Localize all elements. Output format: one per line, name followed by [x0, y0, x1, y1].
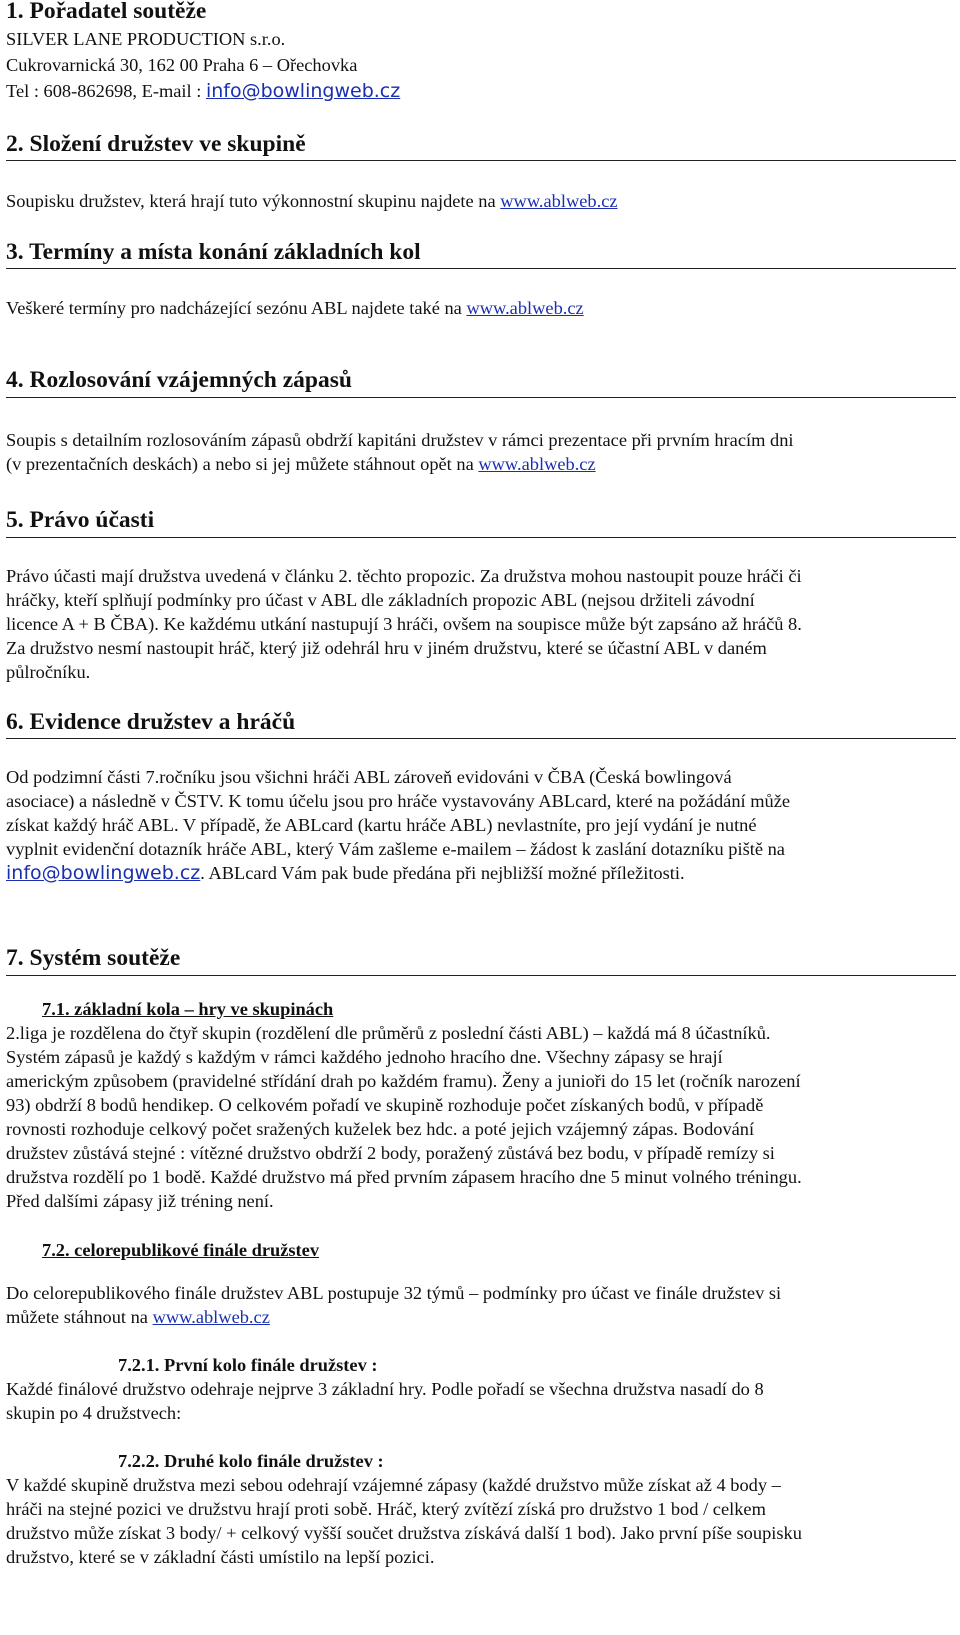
ablweb-link[interactable]: www.ablweb.cz	[152, 1307, 270, 1327]
subsection-7-2-1-heading: 7.2.1. První kolo finále družstev :	[118, 1355, 378, 1375]
email-link[interactable]: info@bowlingweb.cz	[6, 862, 201, 884]
section-7-2-2-line: družstvo, které se v základní části umístilo na lepší pozici.	[6, 1547, 435, 1567]
subsection-7-1-heading: 7.1. základní kola – hry ve skupinách	[42, 999, 334, 1019]
section-3-text-body: Veškeré termíny pro nadcházející sezónu ABL najdete také na	[6, 298, 467, 318]
section-7-1-line: 93) obdrží 8 bodů hendikep. O celkovém pořadí ve skupině rozhoduje počet získaných bodů, v případě	[6, 1095, 764, 1115]
contact-prefix: Tel : 608-862698, E-mail :	[6, 81, 206, 101]
section-7-1-line: Systém zápasů je každý s každým v rámci každého jednoho hracího dne. Všechny zápasy se hrají	[6, 1047, 723, 1067]
subsection-7-2-heading: 7.2. celorepublikové finále družstev	[42, 1240, 320, 1260]
section-3-rule	[6, 268, 956, 269]
section-7-2-line-2-body: můžete stáhnout na	[6, 1307, 153, 1327]
section-5-line: licence A + B ČBA). Ke každému utkání nastupují 3 hráči, ovšem na soupisce může být zapsáno až hráčů 8.	[6, 614, 802, 634]
section-7-rule	[6, 975, 956, 976]
section-2-heading: 2. Složení družstev ve skupině	[6, 131, 306, 157]
section-4-heading: 4. Rozlosování vzájemných zápasů	[6, 367, 352, 393]
section-4-rule	[6, 397, 956, 398]
section-4-line-1: Soupis s detailním rozlosováním zápasů obdrží kapitáni družstev v rámci prezentace při prvním hracím dni	[6, 430, 794, 450]
organizer-company: SILVER LANE PRODUCTION s.r.o.	[6, 29, 286, 49]
section-5-line: Za družstvo nesmí nastoupit hráč, který již odehrál hru v jiném družstvu, které se účastní ABL v daném	[6, 638, 767, 658]
subsection-7-2-2-heading: 7.2.2. Druhé kolo finále družstev :	[118, 1451, 384, 1471]
section-7-heading: 7. Systém soutěže	[6, 945, 181, 971]
section-5-line: Právo účasti mají družstva uvedená v článku 2. těchto propozic. Za družstva mohou nastoupit pouze hráči či	[6, 566, 802, 586]
section-5-line: půlročníku.	[6, 662, 91, 682]
section-3-heading: 3. Termíny a místa konání základních kol	[6, 239, 421, 265]
section-7-1-line: družstev zůstává stejné : vítězné družstvo obdrží 2 body, poražený zůstává bez bodu, v případě remízy si	[6, 1143, 775, 1163]
section-4-line-2	[6, 453, 596, 475]
section-6-rule	[6, 738, 956, 739]
section-4-line-2-body: (v prezentačních deskách) a nebo si jej můžete stáhnout opět na	[6, 454, 479, 474]
section-7-1-line: 2.liga je rozdělena do čtyř skupin (rozdělení dle průměrů z poslední části ABL) – každá má 8 účastníků.	[6, 1023, 771, 1043]
section-5-rule	[6, 537, 956, 538]
section-7-2-line-1: Do celorepublikového finále družstev ABL postupuje 32 týmů – podmínky pro účast ve finále družstev si	[6, 1283, 782, 1303]
ablweb-link[interactable]: www.ablweb.cz	[466, 298, 584, 318]
section-2-rule	[6, 160, 956, 161]
section-7-2-2-line: hráči na stejné pozici ve družstvu hrají proti sobě. Hráč, který zvítězí získá pro družstvo 1 bod / celkem	[6, 1499, 766, 1519]
ablweb-link[interactable]: www.ablweb.cz	[478, 454, 596, 474]
section-6-line-last	[6, 862, 685, 884]
ablweb-link[interactable]: www.ablweb.cz	[500, 191, 618, 211]
section-7-2-2-line: V každé skupině družstva mezi sebou odehrají vzájemné zápasy (každé družstvo může získat až 4 body –	[6, 1475, 781, 1495]
section-1-heading: 1. Pořadatel soutěže	[6, 0, 207, 24]
section-7-2-line-2	[6, 1306, 270, 1328]
section-3-text	[6, 297, 584, 319]
section-7-1-line: Před dalšími zápasy již tréning není.	[6, 1191, 274, 1211]
section-2-text-body: Soupisku družstev, která hrají tuto výkonnostní skupinu najdete na	[6, 191, 501, 211]
section-6-line: asociace) a následně v ČSTV. K tomu účelu jsou pro hráče vystavovány ABLcard, které na požádání může	[6, 791, 791, 811]
organizer-contact	[6, 80, 400, 102]
section-7-2-1-line: skupin po 4 družstvech:	[6, 1403, 182, 1423]
organizer-email-link[interactable]: info@bowlingweb.cz	[205, 80, 401, 102]
section-7-1-line: americkým způsobem (pravidelné střídání drah po každém framu). Ženy a junioři do 15 let (ročník narození	[6, 1071, 801, 1091]
section-6-line: získat každý hráč ABL. V případě, že ABLcard (kartu hráče ABL) nevlastníte, pro její vydání je nutné	[6, 815, 757, 835]
section-6-line: Od podzimní části 7.ročníku jsou všichni hráči ABL zároveň evidováni v ČBA (Česká bowlingová	[6, 767, 732, 787]
section-6-last-suffix: . ABLcard Vám pak bude předána při nejbližší možné příležitosti.	[200, 863, 685, 883]
section-5-line: hráčky, kteří splňují podmínky pro účast v ABL dle základních propozic ABL (nejsou držiteli závodní	[6, 590, 755, 610]
section-6-line: vyplnit evidenční dotazník hráče ABL, který Vám zašleme e-mailem – žádost k zaslání dotazníku piště na	[6, 839, 785, 859]
organizer-address: Cukrovarnická 30, 162 00 Praha 6 – Ořechovka	[6, 55, 358, 75]
section-2-text	[6, 190, 618, 212]
section-7-1-line: rovnosti rozhoduje celkový počet sražených kuželek bez hdc. a poté jejich vzájemný zápas. Bodování	[6, 1119, 755, 1139]
section-7-1-line: družstva rozdělí po 1 bodě. Každé družstvo má před prvním zápasem hracího dne 5 minut volného tréningu.	[6, 1167, 802, 1187]
section-7-2-1-line: Každé finálové družstvo odehraje nejprve 3 základní hry. Podle pořadí se všechna družstva nasadí do 8	[6, 1379, 764, 1399]
section-5-heading: 5. Právo účasti	[6, 507, 155, 533]
section-7-2-2-line: družstvo může získat 3 body/ + celkový vyšší součet družstva získává další 1 bod). Jako první píše soupisku	[6, 1523, 802, 1543]
section-6-heading: 6. Evidence družstev a hráčů	[6, 709, 296, 735]
